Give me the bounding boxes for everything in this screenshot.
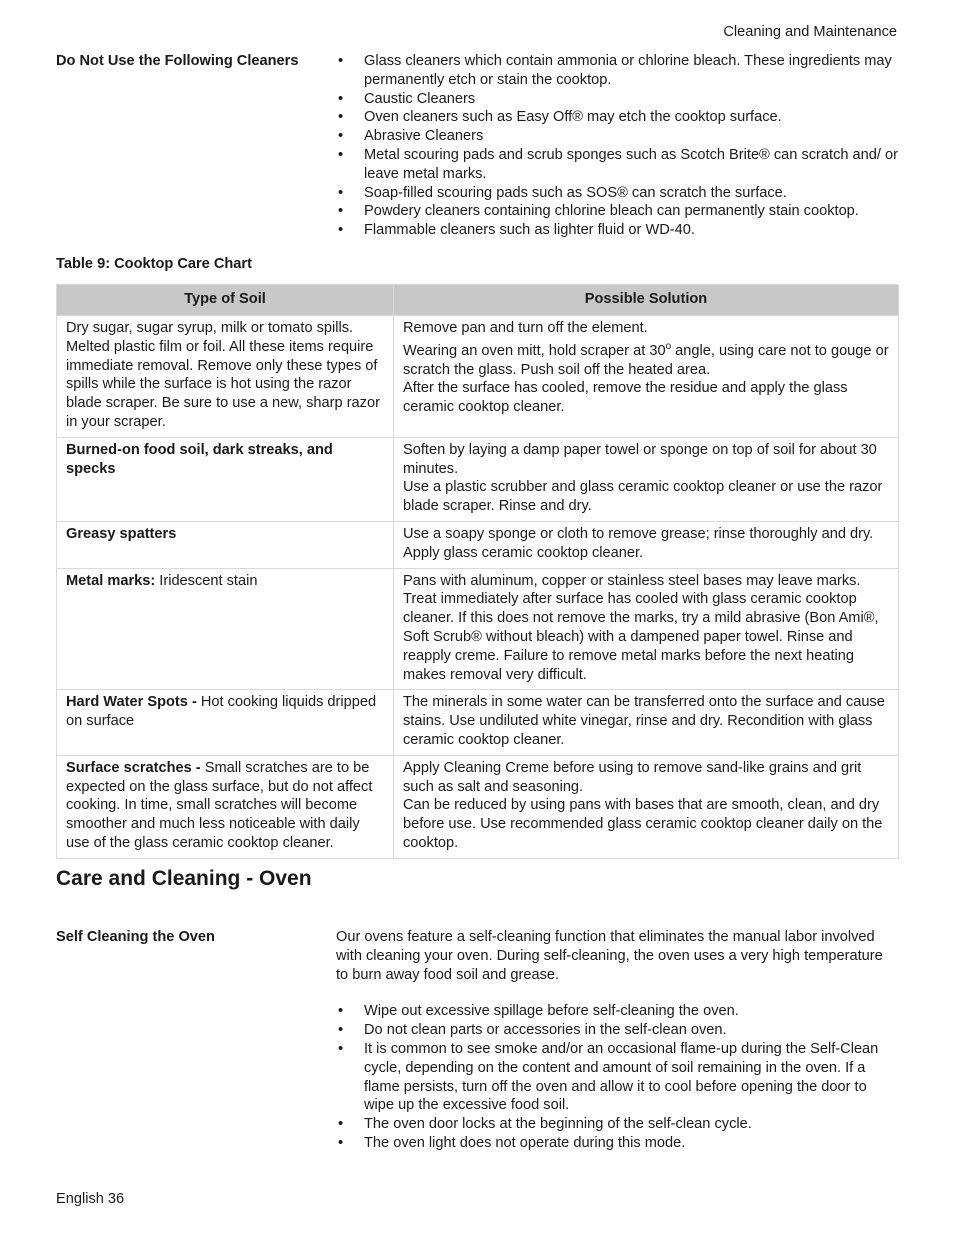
running-header: Cleaning and Maintenance bbox=[723, 24, 897, 40]
table-row bbox=[57, 690, 899, 755]
list-item: • It is common to see smoke and/or an occasional flame-up during the Self-Clean cycle, depending on the content and amount of soil remaining in the oven. If a flame persists, turn off the oven and allow it to cool before opening the door to wipe up the excessive food soil. bbox=[336, 1040, 898, 1115]
table-header-row bbox=[57, 285, 899, 316]
list-item: • Metal scouring pads and scrub sponges such as Scotch Brite® can scratch and/ or leave metal marks. bbox=[336, 146, 898, 184]
list-item: • Oven cleaners such as Easy Off® may etch the cooktop surface. bbox=[336, 108, 898, 127]
soil-label: Greasy spatters bbox=[66, 525, 177, 542]
solution-text: Wearing an oven mitt, hold scraper at 30$^o$ angle, using care not to gouge or scratch the glass. Push soil off the heated area. bbox=[403, 340, 889, 378]
solution-text: Pans with aluminum, copper or stainless steel bases may leave marks. Treat immediately after surface has cooled with glass ceramic cooktop cleaner. If this does not remove the marks, try a mild abrasive (Bon Ami®, Soft Scrub® without bleach) with a dampened paper towel. Rinse and reapply creme. Failure to remove metal marks before the next heating makes removal very difficult. bbox=[403, 572, 879, 683]
list-item: • Caustic Cleaners bbox=[336, 90, 898, 109]
solution-cell bbox=[394, 316, 899, 438]
solution-cell bbox=[394, 690, 899, 755]
solution-text: Can be reduced by using pans with bases that are smooth, clean, and dry before use. Use recommended glass ceramic cooktop cleaner daily on the cooktop. bbox=[403, 797, 883, 851]
column-header-solution: Possible Solution bbox=[394, 285, 899, 316]
table-row bbox=[57, 755, 899, 858]
soil-cell bbox=[57, 755, 394, 858]
table-row bbox=[57, 316, 899, 438]
list-item: • Abrasive Cleaners bbox=[336, 127, 898, 146]
soil-label: Surface scratches - bbox=[66, 759, 201, 776]
soil-text: Small scratches are to be expected on the glass surface, but do not affect cooking. In time, small scratches will become smoother and much less noticeable with daily use of the glass ceramic cooktop cleaner. bbox=[66, 759, 373, 851]
soil-cell bbox=[57, 568, 394, 690]
soil-text: Hot cooking liquids dripped on surface bbox=[66, 694, 377, 730]
do-not-use-section bbox=[56, 52, 898, 240]
do-not-use-heading: Do Not Use the Following Cleaners bbox=[56, 53, 299, 69]
table-row bbox=[57, 568, 899, 690]
list-item: • Powdery cleaners containing chlorine bleach can permanently stain cooktop. bbox=[336, 202, 898, 221]
table-row bbox=[57, 521, 899, 568]
solution-text: Remove pan and turn off the element. bbox=[403, 320, 648, 336]
soil-label: Burned-on food soil, dark streaks, and specks bbox=[66, 441, 333, 477]
solution-text: Use a plastic scrubber and glass ceramic cooktop cleaner or use the razor blade scraper. Rinse and dry. bbox=[403, 479, 883, 515]
soil-cell bbox=[57, 690, 394, 755]
table-row bbox=[57, 437, 899, 521]
solution-text: Soften by laying a damp paper towel or sponge on top of soil for about 30 minutes. bbox=[403, 441, 877, 477]
self-cleaning-list bbox=[336, 1002, 898, 1152]
list-item: • Soap-filled scouring pads such as SOS® can scratch the surface. bbox=[336, 184, 898, 203]
list-item: • Flammable cleaners such as lighter fluid or WD-40. bbox=[336, 221, 898, 240]
soil-text: Iridescent stain bbox=[155, 572, 258, 589]
soil-cell bbox=[57, 316, 394, 438]
solution-cell bbox=[394, 568, 899, 690]
soil-cell bbox=[57, 437, 394, 521]
self-cleaning-section bbox=[56, 928, 898, 1153]
section-title: Care and Cleaning - Oven bbox=[56, 867, 312, 890]
cooktop-care-table bbox=[56, 284, 899, 859]
solution-cell bbox=[394, 437, 899, 521]
soil-label: Hard Water Spots - bbox=[66, 694, 197, 711]
list-item: • Wipe out excessive spillage before self-cleaning the oven. bbox=[336, 1002, 898, 1021]
solution-text: Use a soapy sponge or cloth to remove grease; rinse thoroughly and dry. Apply glass ceramic cooktop cleaner. bbox=[403, 525, 874, 561]
solution-cell bbox=[394, 755, 899, 858]
soil-label: Metal marks: bbox=[66, 572, 156, 589]
list-item: • Glass cleaners which contain ammonia or chlorine bleach. These ingredients may permanently etch or stain the cooktop. bbox=[336, 52, 898, 90]
table-caption: Table 9: Cooktop Care Chart bbox=[56, 256, 252, 272]
intro-paragraph: Our ovens feature a self-cleaning function that eliminates the manual labor involved with cleaning your oven. During self-cleaning, the oven uses a very high temperature to burn away food soil and grease. bbox=[336, 929, 883, 983]
list-item: • The oven door locks at the beginning of the self-clean cycle. bbox=[336, 1115, 898, 1134]
column-header-soil: Type of Soil bbox=[57, 285, 394, 316]
soil-cell bbox=[57, 521, 394, 568]
soil-text: Dry sugar, sugar syrup, milk or tomato spills. Melted plastic film or foil. All these items require immediate removal. Remove only these types of spills while the surface is hot using the razor blade scraper. Be sure to use a new, sharp razor in your scraper. bbox=[66, 320, 380, 430]
list-item: • The oven light does not operate during this mode. bbox=[336, 1134, 898, 1153]
do-not-use-list bbox=[336, 52, 898, 240]
solution-text: The minerals in some water can be transferred onto the surface and cause stains. Use undiluted white vinegar, rinse and dry. Recondition with glass ceramic cooktop cleaner. bbox=[403, 694, 885, 748]
solution-cell bbox=[394, 521, 899, 568]
page-number: English 36 bbox=[56, 1191, 125, 1207]
list-item: • Do not clean parts or accessories in the self-clean oven. bbox=[336, 1021, 898, 1040]
self-cleaning-heading: Self Cleaning the Oven bbox=[56, 929, 215, 945]
solution-text: After the surface has cooled, remove the residue and apply the glass ceramic cooktop cleaner. bbox=[403, 380, 848, 416]
solution-text: Apply Cleaning Creme before using to remove sand-like grains and grit such as salt and seasoning. bbox=[403, 759, 862, 795]
